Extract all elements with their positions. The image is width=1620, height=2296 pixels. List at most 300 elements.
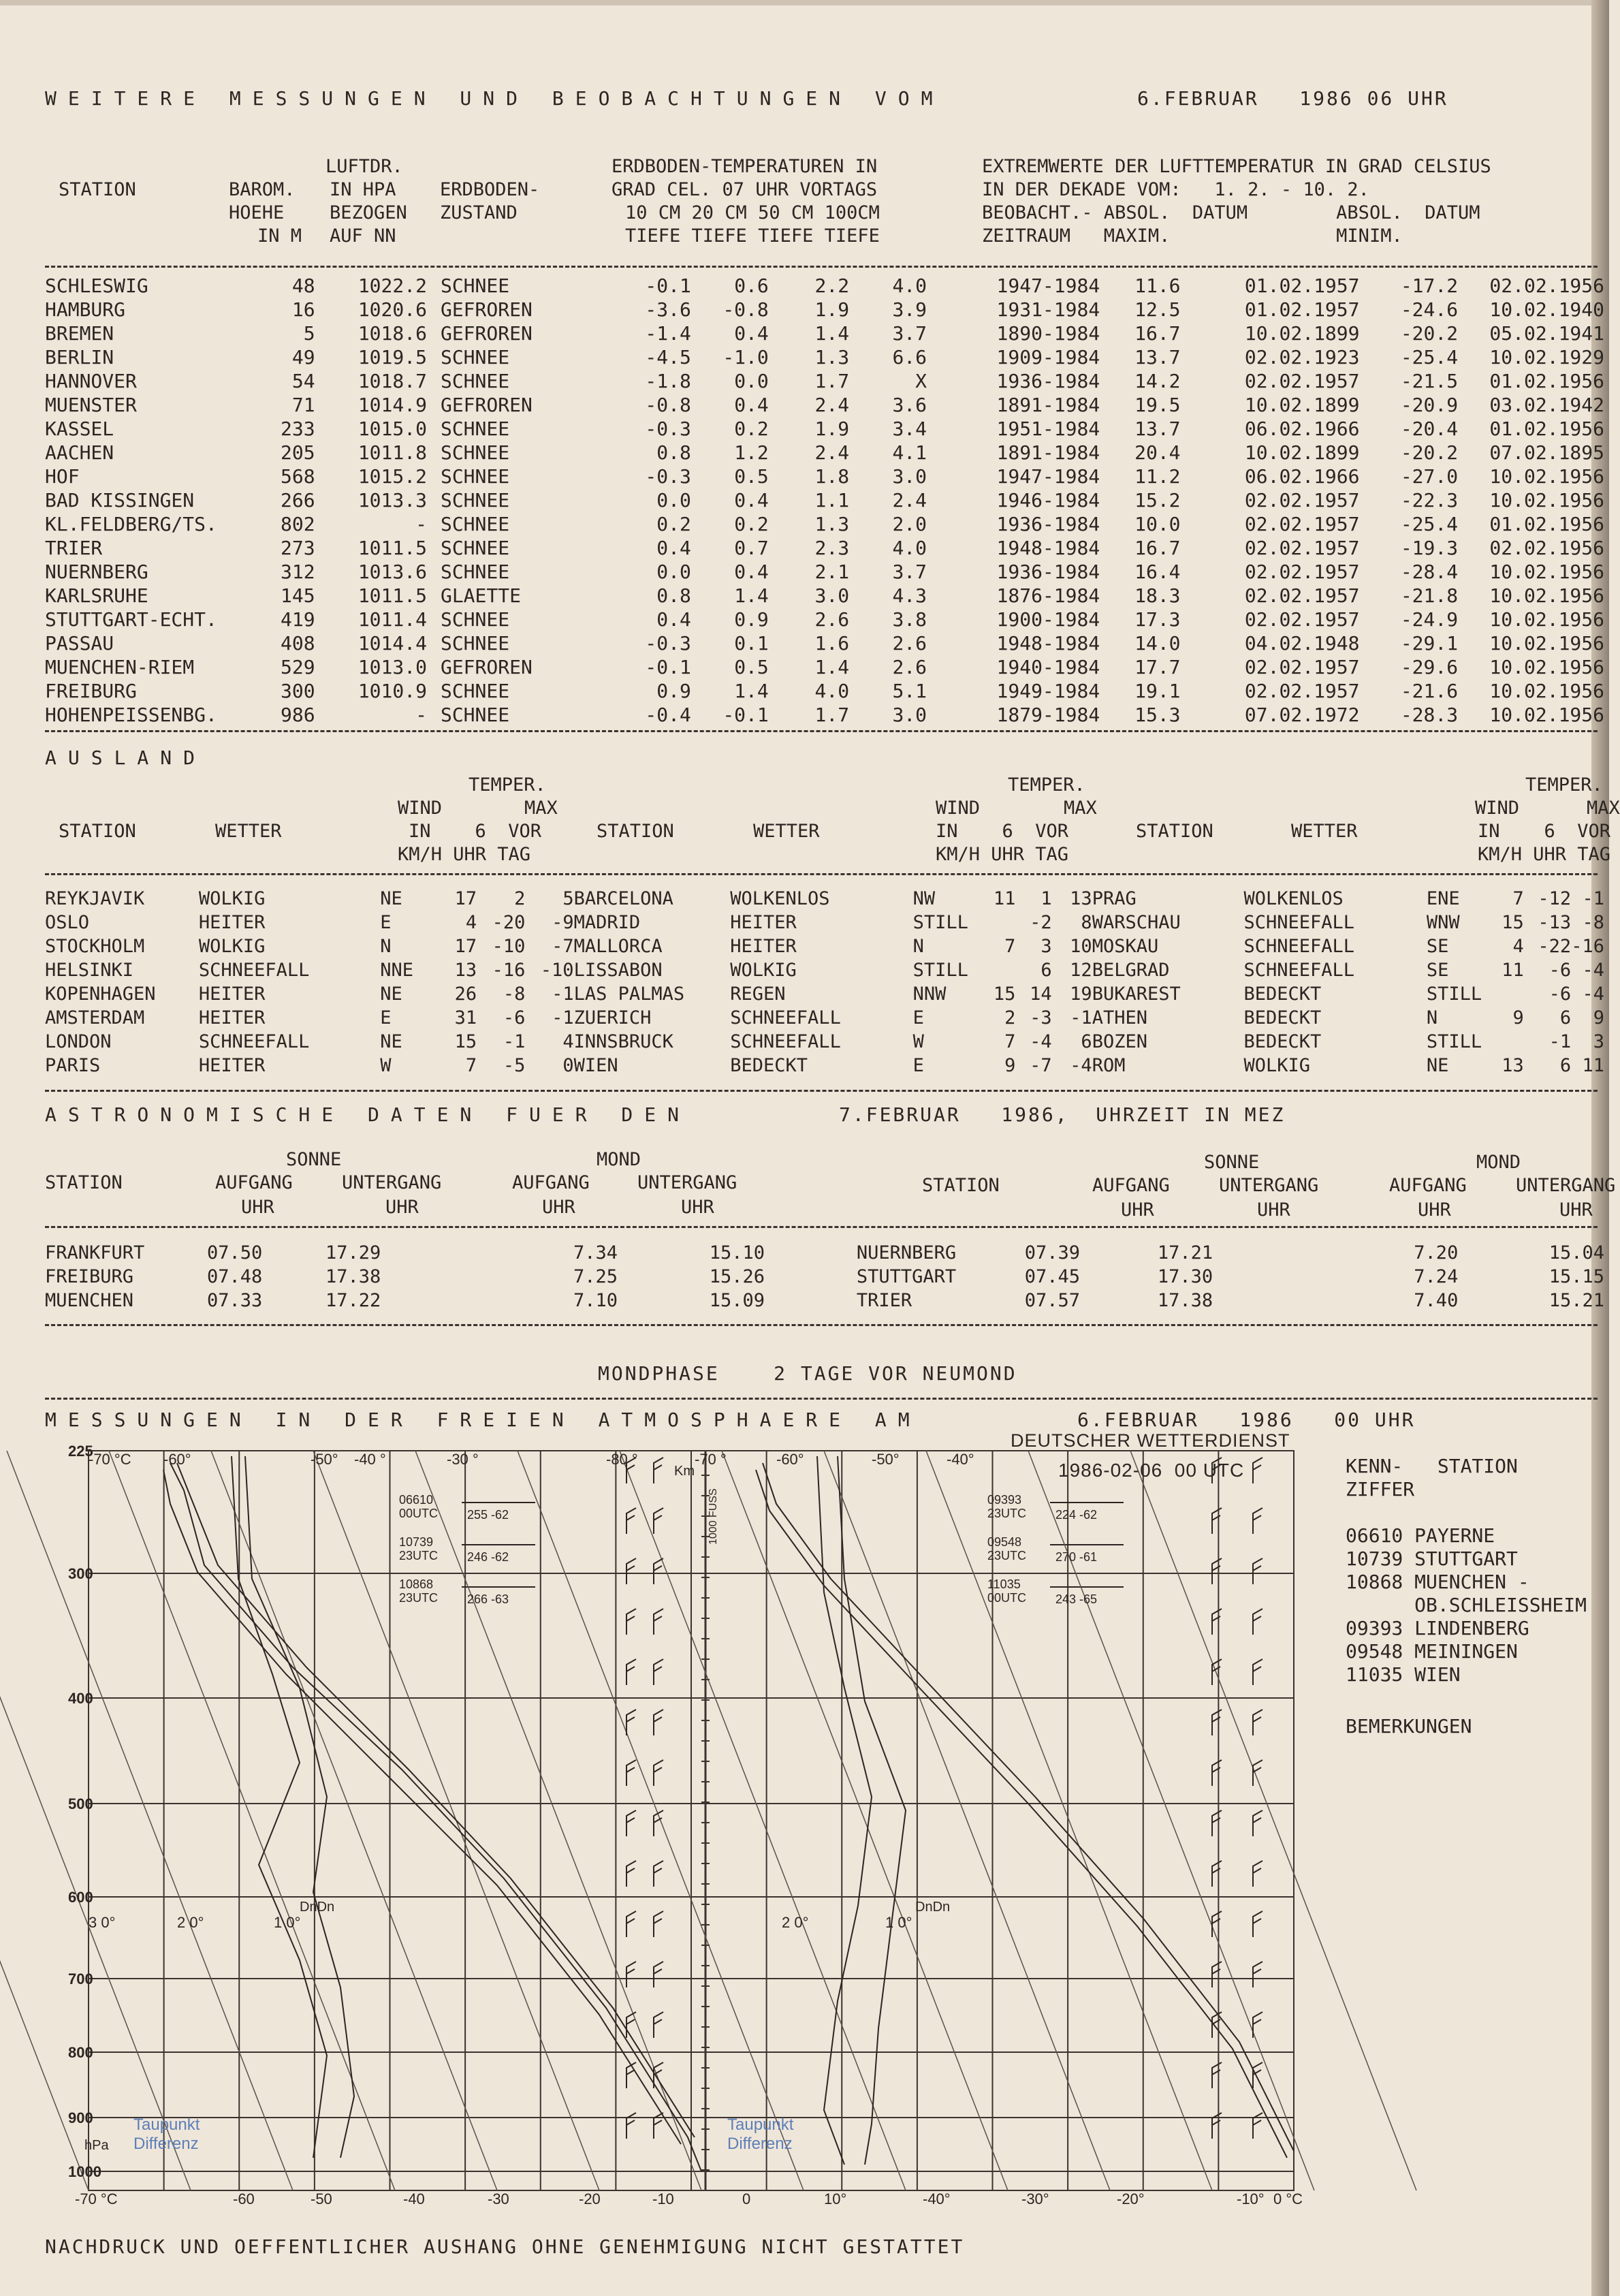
- table-cell: 1951-1984: [996, 418, 1100, 440]
- table-cell: 1013.0: [358, 656, 427, 678]
- temp-label: -60: [233, 2190, 255, 2207]
- table-cell: WOLKIG: [198, 936, 266, 957]
- table-cell: 7: [1512, 888, 1524, 909]
- table-cell: -28.3: [1400, 704, 1459, 726]
- table-row: [45, 1006, 1604, 1030]
- table-cell: 04.02.1948: [1244, 632, 1360, 655]
- station-id-right: 09393: [987, 1493, 1022, 1507]
- table-cell: -20.2: [1400, 322, 1459, 345]
- table-cell: HELSINKI: [45, 960, 134, 981]
- station-time-right: 00UTC: [987, 1591, 1027, 1605]
- wind-barb: [626, 1508, 636, 1534]
- profile-line: [163, 1470, 681, 2144]
- table-cell: KOPENHAGEN: [45, 984, 156, 1005]
- table-cell: 02.02.1957: [1244, 537, 1360, 559]
- col-station: STATION: [59, 179, 136, 200]
- table-cell: 11: [1582, 1055, 1604, 1076]
- table-cell: 03.02.1942: [1489, 394, 1604, 416]
- table-cell: MOSKAU: [1092, 936, 1159, 957]
- table-cell: -1.4: [645, 322, 691, 345]
- table-cell: -7: [552, 936, 574, 957]
- table-cell: LISSABON: [573, 960, 663, 981]
- wind-barb: [626, 1861, 636, 1887]
- table-cell: PARIS: [45, 1055, 101, 1076]
- table-cell: -1: [503, 1031, 526, 1052]
- table-row: [45, 584, 1604, 608]
- table-cell: SCHNEE: [440, 274, 510, 297]
- dewpoint-scale-label: 3 0°: [89, 1914, 116, 1931]
- adiabat-line: [211, 1451, 497, 2190]
- table-cell: 15.10: [709, 1242, 765, 1263]
- wind-barb: [654, 1659, 663, 1685]
- table-cell: SCHNEE: [440, 346, 510, 368]
- table-cell: 0.4: [734, 561, 769, 583]
- table-cell: -21.6: [1400, 680, 1459, 702]
- astro-h-uhr-6: UHR: [1257, 1199, 1290, 1221]
- pressure-label: 1000: [68, 2163, 101, 2180]
- table-cell: 13: [1070, 888, 1092, 909]
- fuss-label: 1000 FUSS: [708, 1488, 719, 1545]
- table-cell: STILL: [1426, 1031, 1482, 1052]
- table-row: [45, 911, 1604, 934]
- table-cell: -0.3: [645, 632, 691, 655]
- col-boden-1: ERDBODEN-: [440, 179, 540, 200]
- astro-title: ASTRONOMISCHE DATEN FUER DEN: [45, 1103, 691, 1126]
- aus-h-in6vor-3: IN 6 VOR: [1478, 821, 1611, 842]
- table-cell: 17.38: [325, 1266, 381, 1287]
- tropopause-value-left: 246 -62: [467, 1550, 509, 1564]
- table-cell: 15.26: [709, 1266, 765, 1287]
- table-cell: 10.0: [1134, 513, 1181, 535]
- table-cell: BEDECKT: [1243, 1031, 1322, 1052]
- divider: [45, 1090, 1598, 1092]
- wind-barb: [1253, 1962, 1262, 1987]
- table-cell: WIEN: [573, 1055, 618, 1076]
- table-cell: 1948-1984: [996, 537, 1100, 559]
- table-cell: 4.1: [892, 441, 927, 464]
- table-cell: 1.9: [814, 298, 850, 321]
- table-cell: 02.02.1957: [1244, 561, 1360, 583]
- pressure-label: 700: [68, 1970, 93, 1987]
- table-cell: 19: [1070, 984, 1092, 1005]
- table-cell: 10.02.1956: [1489, 704, 1604, 726]
- table-cell: HEITER: [730, 936, 797, 957]
- table-cell: -4: [1030, 1031, 1052, 1052]
- table-cell: 9: [1593, 1007, 1604, 1028]
- col-barom-3: IN M: [257, 225, 302, 247]
- table-cell: 1020.6: [358, 298, 427, 321]
- table-cell: SCHNEEFALL: [1243, 960, 1355, 981]
- wind-barb: [1212, 1609, 1222, 1635]
- table-cell: N: [380, 936, 392, 957]
- table-cell: 3.9: [892, 298, 927, 321]
- table-cell: 2.0: [892, 513, 927, 535]
- table-cell: 10.02.1940: [1489, 298, 1604, 321]
- aus-h-temper-1: TEMPER.: [468, 774, 546, 796]
- table-cell: 12.5: [1134, 298, 1181, 321]
- table-cell: GEFROREN: [440, 394, 533, 416]
- table-cell: 1.2: [734, 441, 769, 464]
- table-cell: 0.7: [734, 537, 769, 559]
- table-cell: 1.9: [814, 418, 850, 440]
- temp-label: -30°: [1021, 2190, 1049, 2207]
- aus-h-temper-3: TEMPER.: [1525, 774, 1603, 796]
- table-cell: -29.6: [1400, 656, 1459, 678]
- table-cell: LONDON: [45, 1031, 112, 1052]
- col-temp-2: 10 CM 20 CM 50 CM 100CM: [625, 202, 880, 223]
- table-cell: 10.02.1899: [1244, 394, 1360, 416]
- table-cell: -0.8: [645, 394, 691, 416]
- table-row: [45, 1289, 1604, 1312]
- table-cell: 0.4: [734, 489, 769, 512]
- table-cell: 3: [1041, 936, 1052, 957]
- table-cell: -17.2: [1400, 274, 1459, 297]
- table-cell: -29.1: [1400, 632, 1459, 655]
- table-cell: -0.8: [722, 298, 769, 321]
- legend-row: 06610 PAYERNE: [1346, 1524, 1495, 1547]
- table-cell: 1931-1984: [996, 298, 1100, 321]
- table-cell: 2.1: [814, 561, 850, 583]
- hpa-label: hPa: [84, 2138, 109, 2153]
- table-cell: 02.02.1956: [1489, 537, 1604, 559]
- stamp-label: 1986-02-06 00 UTC: [1058, 1460, 1245, 1481]
- table-cell: SCHNEE: [440, 513, 510, 535]
- wind-barbs: [626, 1458, 1262, 2139]
- table-cell: [1489, 982, 1523, 1006]
- table-cell: 16.7: [1134, 537, 1181, 559]
- col-ext-0: EXTREMWERTE DER LUFTTEMPERATUR IN GRAD CELSIUS: [982, 156, 1491, 177]
- table-cell: 5.1: [892, 680, 927, 702]
- table-cell: WOLKIG: [730, 960, 797, 981]
- wind-barb: [1253, 1861, 1262, 1887]
- table-cell: 0.4: [656, 608, 691, 631]
- table-cell: 11: [993, 888, 1016, 909]
- table-cell: -: [415, 704, 427, 726]
- table-cell: MADRID: [573, 912, 641, 933]
- wind-barb: [654, 1508, 663, 1534]
- table-cell: GEFROREN: [440, 322, 533, 345]
- table-cell: -22: [1538, 936, 1572, 957]
- mondphase: MONDPHASE 2 TAGE VOR NEUMOND: [598, 1362, 1017, 1385]
- table-cell: 0.5: [734, 465, 769, 488]
- page-date: 6.FEBRUAR 1986 06 UHR: [1137, 87, 1448, 110]
- table-cell: 1.4: [814, 656, 850, 678]
- table-cell: SCHNEE: [440, 465, 510, 488]
- station-id-left: 10868: [399, 1577, 434, 1591]
- divider: [45, 1324, 1598, 1326]
- astro-h-unter-4: UNTERGANG: [1516, 1175, 1616, 1196]
- table-cell: 1013.3: [358, 489, 427, 512]
- astro-date: 7.FEBRUAR 1986, UHRZEIT IN MEZ: [839, 1103, 1286, 1126]
- table-cell: E: [380, 1007, 392, 1028]
- page-top-edge: [0, 0, 1609, 5]
- table-cell: 12: [1070, 960, 1092, 981]
- table-cell: -5: [503, 1055, 526, 1076]
- table-cell: 01.02.1956: [1489, 370, 1604, 392]
- table-cell: -19.3: [1400, 537, 1459, 559]
- table-row: [45, 369, 1604, 393]
- aus-h-max-2: MAX: [1064, 798, 1097, 819]
- table-cell: -0.1: [722, 704, 769, 726]
- table-cell: STOCKHOLM: [45, 936, 145, 957]
- table-cell: 49: [291, 346, 315, 368]
- legend-row: 10739 STUTTGART: [1346, 1547, 1518, 1570]
- legend-title: KENN- STATION: [1346, 1455, 1518, 1477]
- table-cell: -1: [1548, 1031, 1572, 1052]
- table-cell: 01.02.1957: [1244, 274, 1360, 297]
- table-cell: KARLSRUHE: [45, 584, 148, 607]
- station-id-right: 09548: [987, 1535, 1022, 1549]
- table-cell: 17.7: [1134, 656, 1181, 678]
- wind-barb: [654, 1861, 663, 1887]
- table-cell: SCHNEE: [440, 370, 510, 392]
- pressure-label: 400: [68, 1690, 93, 1707]
- table-cell: 273: [281, 537, 315, 559]
- table-cell: 17.38: [1157, 1290, 1213, 1311]
- table-cell: -6: [1548, 960, 1572, 981]
- table-cell: SCHNEE: [440, 704, 510, 726]
- table-cell: 1: [1041, 888, 1052, 909]
- astro-h-uhr-5: UHR: [1121, 1199, 1154, 1221]
- aus-h-wind-3: WIND: [1475, 798, 1520, 819]
- station-time-left: 23UTC: [399, 1591, 439, 1605]
- table-cell: -20.9: [1400, 394, 1459, 416]
- legend-row: 09548 MEININGEN: [1346, 1640, 1518, 1663]
- table-cell: -0.1: [645, 274, 691, 297]
- table-cell: 0.5: [734, 656, 769, 678]
- table-cell: 02.02.1957: [1244, 489, 1360, 512]
- table-cell: 3.4: [892, 418, 927, 440]
- table-cell: 1940-1984: [996, 656, 1100, 678]
- table-cell: -27.0: [1400, 465, 1459, 488]
- table-cell: -3.6: [645, 298, 691, 321]
- table-cell: BEDECKT: [1243, 1007, 1322, 1028]
- table-cell: GEFROREN: [440, 656, 533, 678]
- dewpoint-scale-label: 2 0°: [782, 1914, 809, 1931]
- table-cell: 16.4: [1134, 561, 1181, 583]
- temp-label: 0 °C: [1273, 2190, 1303, 2207]
- table-cell: 17: [454, 888, 477, 909]
- table-cell: 0.0: [656, 561, 691, 583]
- table-cell: 4.0: [892, 274, 927, 297]
- table-cell: SCHNEE: [440, 632, 510, 655]
- table-cell: 15.2: [1134, 489, 1181, 512]
- wind-barb: [626, 1659, 636, 1685]
- tropopause-value-right: 224 -62: [1055, 1508, 1098, 1522]
- table-row: [45, 655, 1604, 679]
- wind-barb: [654, 1710, 663, 1735]
- aus-h-wind-1: WIND: [398, 798, 443, 819]
- table-cell: 1936-1984: [996, 561, 1100, 583]
- table-cell: 8: [1081, 912, 1092, 933]
- wind-barb: [626, 2113, 636, 2139]
- table-cell: 233: [281, 418, 315, 440]
- table-cell: MALLORCA: [573, 936, 663, 957]
- table-cell: GLAETTE: [440, 584, 521, 607]
- aus-h-temper-2: TEMPER.: [1008, 774, 1085, 796]
- aus-h-max-3: MAX: [1587, 798, 1620, 819]
- table-cell: SCHNEE: [440, 441, 510, 464]
- col-ext-3: ZEITRAUM MAXIM. MINIM.: [982, 225, 1403, 247]
- table-cell: NE: [380, 984, 402, 1005]
- wind-barb: [1253, 1508, 1262, 1534]
- table-cell: 1.6: [814, 632, 850, 655]
- table-cell: 1.7: [814, 704, 850, 726]
- table-cell: -7: [1030, 1055, 1052, 1076]
- table-cell: 419: [281, 608, 315, 631]
- wind-barb: [626, 1760, 636, 1786]
- table-cell: 17.3: [1134, 608, 1181, 631]
- table-cell: -16: [1571, 936, 1604, 957]
- table-cell: 1.3: [814, 346, 850, 368]
- table-cell: 1011.5: [358, 584, 427, 607]
- table-cell: 1011.4: [358, 608, 427, 631]
- table-cell: E: [912, 1055, 924, 1076]
- pressure-label: 600: [68, 1889, 93, 1906]
- pressure-label: 900: [68, 2109, 93, 2126]
- table-cell: 71: [291, 394, 315, 416]
- col-temp-3: TIEFE TIEFE TIEFE TIEFE: [625, 225, 880, 247]
- table-cell: 1019.5: [358, 346, 427, 368]
- table-cell: 19.5: [1134, 394, 1181, 416]
- wind-barb: [1212, 2062, 1222, 2088]
- taupunkt-label-left: Taupunkt: [133, 2116, 200, 2134]
- table-row: [45, 512, 1604, 536]
- table-cell: 0.4: [734, 322, 769, 345]
- table-cell: AACHEN: [45, 441, 114, 464]
- table-cell: 13: [454, 960, 477, 981]
- table-cell: 2.4: [814, 394, 850, 416]
- table-cell: -21.5: [1400, 370, 1459, 392]
- table-cell: 1011.5: [358, 537, 427, 559]
- table-cell: 14.2: [1134, 370, 1181, 392]
- table-cell: 1022.2: [358, 274, 427, 297]
- table-cell: NNW: [912, 984, 947, 1005]
- table-cell: 6: [1559, 1055, 1572, 1076]
- table-cell: AMSTERDAM: [45, 1007, 145, 1028]
- table-cell: 1947-1984: [996, 274, 1100, 297]
- km-label: Km: [674, 1464, 695, 1479]
- table-cell: NE: [380, 1031, 402, 1052]
- table-cell: 145: [281, 584, 315, 607]
- table-cell: SCHNEEFALL: [1243, 936, 1355, 957]
- inland-table: [45, 274, 1604, 727]
- temp-label: 10°: [824, 2190, 847, 2207]
- table-cell: -4: [1582, 984, 1604, 1005]
- table-cell: 0.4: [734, 394, 769, 416]
- table-cell: W: [912, 1031, 924, 1052]
- aus-h-station-2: STATION: [597, 821, 674, 842]
- divider: [45, 1226, 1598, 1228]
- astro-h-unter-1: UNTERGANG: [342, 1172, 442, 1193]
- table-cell: 7.34: [573, 1242, 618, 1263]
- tropopause-value-left: 266 -63: [467, 1592, 509, 1606]
- table-cell: INNSBRUCK: [573, 1031, 673, 1052]
- table-cell: 1936-1984: [996, 370, 1100, 392]
- table-cell: 3.8: [892, 608, 927, 631]
- table-cell: SCHNEE: [440, 537, 510, 559]
- table-cell: HEITER: [730, 912, 797, 933]
- table-cell: 14: [1030, 984, 1052, 1005]
- table-cell: WOLKENLOS: [730, 888, 830, 909]
- table-cell: 3.0: [892, 704, 927, 726]
- table-cell: 2.2: [814, 274, 850, 297]
- table-cell: 0.8: [656, 441, 691, 464]
- astro-h-uhr-8: UHR: [1559, 1199, 1593, 1221]
- table-cell: 10.02.1956: [1489, 584, 1604, 607]
- table-cell: 0.6: [734, 274, 769, 297]
- temp-label: -60°: [776, 1451, 804, 1468]
- table-cell: BERLIN: [45, 346, 114, 368]
- table-cell: SCHLESWIG: [45, 274, 148, 297]
- table-cell: HEITER: [198, 1007, 266, 1028]
- table-cell: 18.3: [1134, 584, 1181, 607]
- table-cell: HEITER: [198, 1055, 266, 1076]
- table-cell: 1014.9: [358, 394, 427, 416]
- table-cell: 1011.8: [358, 441, 427, 464]
- table-cell: 1891-1984: [996, 441, 1100, 464]
- col-temp-0: ERDBODEN-TEMPERATUREN IN: [612, 156, 878, 177]
- wind-barb: [1212, 1861, 1222, 1887]
- col-luft-1: IN HPA: [330, 179, 396, 200]
- table-cell: 4.0: [892, 537, 927, 559]
- table-cell: 0.9: [656, 680, 691, 702]
- table-row: [45, 536, 1604, 560]
- wind-barb: [1253, 2012, 1262, 2038]
- temp-label: -40°: [923, 2190, 951, 2207]
- table-cell: 02.02.1957: [1244, 513, 1360, 535]
- table-row: [45, 982, 1604, 1006]
- table-cell: 1015.0: [358, 418, 427, 440]
- table-cell: SCHNEEFALL: [198, 1031, 310, 1052]
- astro-h-unter-2: UNTERGANG: [637, 1172, 737, 1193]
- pressure-label: 800: [68, 2044, 93, 2061]
- aus-h-wind-2: WIND: [936, 798, 981, 819]
- table-cell: [1489, 1030, 1523, 1054]
- table-cell: NW: [912, 888, 936, 909]
- wind-barb: [654, 1962, 663, 1987]
- temp-label: -70 °C: [89, 1451, 131, 1468]
- temp-label: -50: [311, 2190, 332, 2207]
- table-cell: 11: [1502, 960, 1524, 981]
- table-cell: 4: [465, 912, 477, 933]
- table-cell: 1948-1984: [996, 632, 1100, 655]
- table-cell: -28.4: [1400, 561, 1459, 583]
- wind-barb: [654, 1760, 663, 1786]
- table-cell: 11.2: [1134, 465, 1181, 488]
- divider: [45, 1398, 1598, 1400]
- temp-label: -20: [579, 2190, 601, 2207]
- table-cell: 15.15: [1548, 1266, 1604, 1287]
- adiabat-line: [0, 1451, 191, 2190]
- table-cell: -0.1: [645, 656, 691, 678]
- table-cell: -0.4: [645, 704, 691, 726]
- table-cell: -20.4: [1400, 418, 1459, 440]
- table-cell: -6: [1548, 984, 1572, 1005]
- table-cell: HANNOVER: [45, 370, 137, 392]
- table-cell: 9: [1512, 1007, 1524, 1028]
- wind-barb: [1253, 1710, 1262, 1735]
- astro-h-station-1: STATION: [45, 1172, 123, 1193]
- table-cell: ROM: [1092, 1055, 1126, 1076]
- table-cell: WOLKIG: [198, 888, 266, 909]
- table-cell: -20: [492, 912, 526, 933]
- table-row: [45, 417, 1604, 441]
- temp-label: -70 °: [695, 1451, 727, 1468]
- page-title: WEITERE MESSUNGEN UND BEOBACHTUNGEN VOM: [45, 87, 944, 110]
- col-barom-1: BAROM.: [229, 179, 296, 200]
- table-cell: 02.02.1957: [1244, 680, 1360, 702]
